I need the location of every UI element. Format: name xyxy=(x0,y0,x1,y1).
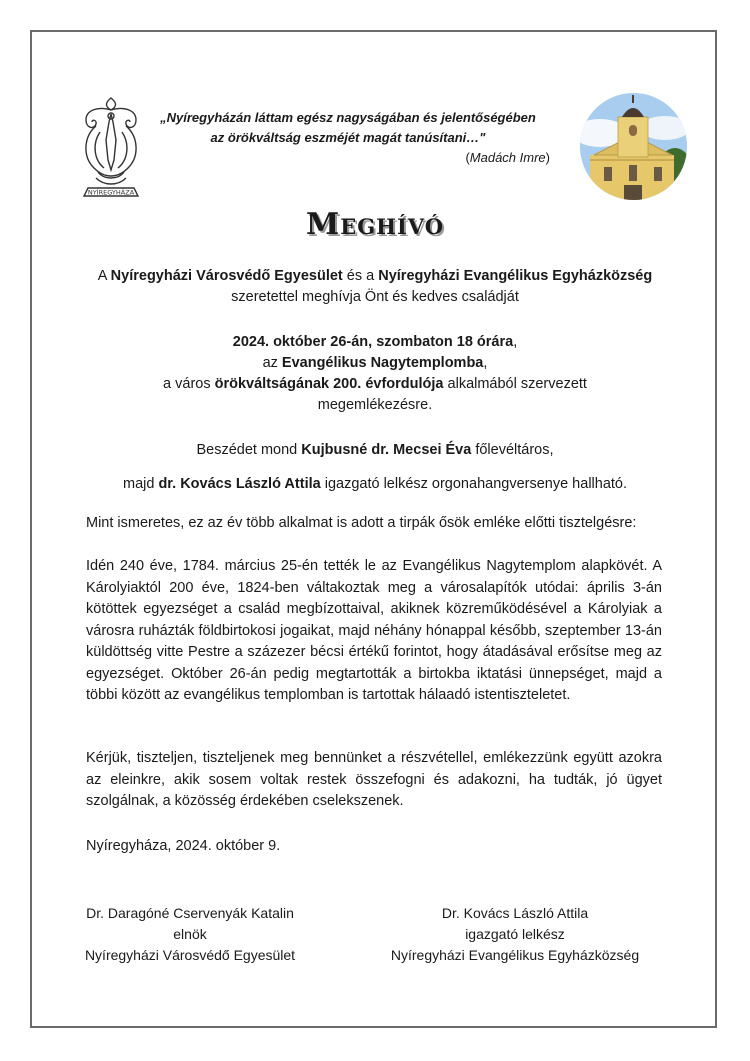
header-quote xyxy=(140,108,550,168)
city-emblem-logo xyxy=(76,92,146,204)
church-image-icon xyxy=(580,93,687,200)
event-occasion-line-2: megemlékezésre. xyxy=(317,397,433,413)
quote-author-open: ( xyxy=(465,150,470,165)
event-occasion-prefix: a város xyxy=(163,376,215,392)
event-date: 2024. október 26-án, szombaton 18 órára xyxy=(232,334,514,350)
signatory-name: Dr. Daragóné Cservenyák Katalin xyxy=(86,905,294,921)
speaker-1-prefix: Beszédet mond xyxy=(196,442,302,458)
event-place: Evangélikus Nagytemplomba xyxy=(281,355,484,371)
intro-text: A xyxy=(97,268,111,284)
event-date-line xyxy=(0,332,750,353)
event-place-prefix: az xyxy=(262,355,282,371)
intro-line-1 xyxy=(0,266,750,287)
speaker-1-line xyxy=(0,440,750,461)
quote-line-2: az örökváltság eszméjét magát tanúsítani…" xyxy=(210,130,486,145)
event-place-suffix: , xyxy=(483,355,488,371)
speaker-2-name: dr. Kovács László Attila xyxy=(158,476,321,492)
city-emblem-icon xyxy=(76,92,146,204)
body-paragraph-3: Kérjük, tiszteljen, tiszteljenek meg bennünket a részvétellel, emlékezzünk együtt azokra az eleinkre, akik sosem voltak restek összefogni és adakozni, ha tudták, jó ügyet szolgálnak, a közösség érdekében cselekszenek. xyxy=(86,750,662,809)
signature-block-1 xyxy=(60,903,320,966)
signatory-role: igazgató lelkész xyxy=(465,926,565,942)
speaker-1-name: Kujbusné dr. Mecsei Éva xyxy=(301,442,472,458)
intro-text: és a xyxy=(342,268,379,284)
signatory-name: Dr. Kovács László Attila xyxy=(441,905,589,921)
event-occasion: örökváltságának 200. évfordulója xyxy=(214,376,444,392)
page-title: Meghívó xyxy=(305,207,445,242)
signatory-role: elnök xyxy=(173,926,207,942)
event-occasion-line xyxy=(0,374,750,395)
quote-author: Madách Imre xyxy=(469,150,546,165)
event-place-line xyxy=(0,353,750,374)
quote-line-1: „Nyíregyházán láttam egész nagyságában és jelentőségében xyxy=(160,110,536,125)
place-date: Nyíregyháza, 2024. október 9. xyxy=(86,838,281,854)
event-date-suffix: , xyxy=(513,334,518,350)
speaker-2-suffix: igazgató lelkész orgonahangversenye hallható. xyxy=(320,476,628,492)
signatory-org: Nyíregyházi Városvédő Egyesület xyxy=(84,947,296,963)
emblem-text: NYÍREGYHÁZA xyxy=(87,188,135,197)
signatory-org: Nyíregyházi Evangélikus Egyházközség xyxy=(390,947,640,963)
speaker-1-suffix: főlevéltáros, xyxy=(471,442,554,458)
body-paragraph-1: Mint ismeretes, ez az év több alkalmat is adott a tirpák ősök emléke előtti tisztelgésre: xyxy=(86,515,637,531)
signature-block-2 xyxy=(370,903,660,966)
intro-line-2: szeretettel meghívja Önt és kedves családját xyxy=(231,289,519,305)
body-paragraph-2: Idén 240 éve, 1784. március 25-én tették le az Evangélikus Nagytemplom alapkövét. A Károlyiaktól 200 éve, 1824-ben váltakoztak meg a városalapítók utódai: április 3-án kötöttek egyezséget a család megbízottaival, akiknek közreműködésével a Károlyiak a városra ruházták földbirtokosi jogaikat, majd néhány hónappal később, szeptember 13-án küldöttség vitte Pestre a százezer bécsi értékű forintot, hogy átadásával erősítse meg az egyezséget. Október 26-án pedig megtartották a birtokba iktatási ünnepséget, majd a többi között az evangélikus templomban is tartottak hálaadó istentiszteletet. xyxy=(86,558,662,703)
speaker-2-line xyxy=(0,474,750,495)
church-photo xyxy=(580,93,687,200)
event-occasion-suffix: alkalmából szervezett xyxy=(443,376,587,392)
quote-author-line xyxy=(140,148,550,168)
org-name-1: Nyíregyházi Városvédő Egyesület xyxy=(110,268,343,284)
org-name-2: Nyíregyházi Evangélikus Egyházközség xyxy=(378,268,653,284)
quote-author-close: ) xyxy=(545,150,550,165)
speaker-2-prefix: majd xyxy=(122,476,159,492)
